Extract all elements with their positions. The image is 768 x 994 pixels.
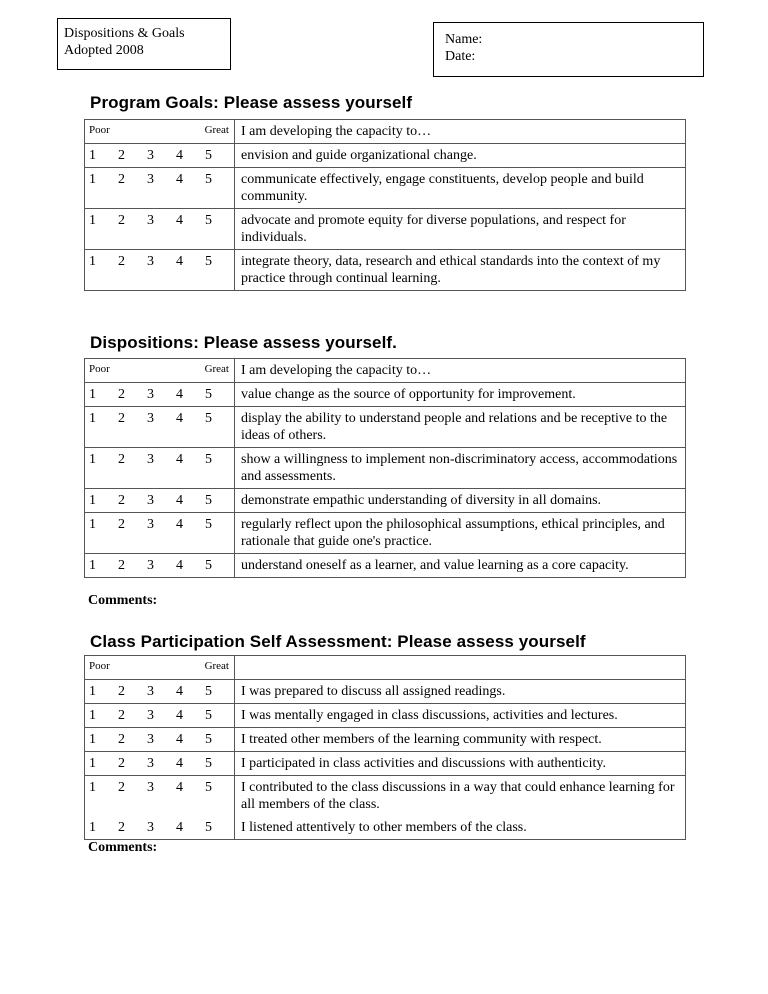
rating-scale: [85, 407, 235, 448]
rating-option-4[interactable]: 4: [176, 387, 183, 402]
rating-option-4[interactable]: 4: [176, 493, 183, 508]
rating-option-5[interactable]: 5: [205, 756, 212, 771]
rating-option-5[interactable]: 5: [205, 517, 212, 532]
rating-option-5[interactable]: 5: [205, 708, 212, 723]
item-text: I participated in class activities and discussions with authenticity.: [235, 752, 686, 776]
section-title-program-goals: Program Goals: Please assess yourself: [90, 93, 413, 112]
rating-option-5[interactable]: 5: [205, 780, 212, 795]
table-row: [85, 489, 686, 513]
rating-option-4[interactable]: 4: [176, 684, 183, 699]
rating-option-1[interactable]: 1: [89, 732, 96, 747]
rating-option-4[interactable]: 4: [176, 517, 183, 532]
rating-option-2[interactable]: 2: [118, 708, 125, 723]
rating-option-3[interactable]: 3: [147, 558, 154, 573]
rating-option-5[interactable]: 5: [205, 493, 212, 508]
rating-option-2[interactable]: 2: [118, 517, 125, 532]
table-row: [85, 448, 686, 489]
rating-option-3[interactable]: 3: [147, 493, 154, 508]
table-row: [85, 554, 686, 578]
adopted-year: Adopted 2008: [64, 43, 144, 58]
rating-option-1[interactable]: 1: [89, 452, 96, 467]
item-text: I was prepared to discuss all assigned readings.: [235, 680, 686, 704]
rating-option-5[interactable]: 5: [205, 148, 212, 163]
rating-option-5[interactable]: 5: [205, 732, 212, 747]
rating-option-5[interactable]: 5: [205, 254, 212, 269]
section-title-class-participation: Class Participation Self Assessment: Please assess yourself: [90, 632, 586, 651]
rating-option-2[interactable]: 2: [118, 558, 125, 573]
rating-option-4[interactable]: 4: [176, 172, 183, 187]
rating-option-3[interactable]: 3: [147, 780, 154, 795]
item-text: integrate theory, data, research and ethical standards into the context of my practice through continual learning.: [235, 250, 686, 291]
table-row: [85, 752, 686, 776]
poor-label: Poor: [89, 660, 110, 672]
rating-scale: [85, 776, 235, 817]
rating-option-3[interactable]: 3: [147, 254, 154, 269]
rating-option-3[interactable]: 3: [147, 684, 154, 699]
capacity-header: I am developing the capacity to…: [235, 120, 686, 144]
rating-option-2[interactable]: 2: [118, 684, 125, 699]
table-row: [85, 513, 686, 554]
rating-option-5[interactable]: 5: [205, 172, 212, 187]
rating-option-1[interactable]: 1: [89, 411, 96, 426]
rating-option-4[interactable]: 4: [176, 820, 183, 835]
rating-option-5[interactable]: 5: [205, 387, 212, 402]
rating-option-1[interactable]: 1: [89, 517, 96, 532]
poor-label: Poor: [89, 124, 110, 136]
rating-option-2[interactable]: 2: [118, 780, 125, 795]
rating-option-3[interactable]: 3: [147, 820, 154, 835]
scale-header: [85, 656, 235, 680]
table-row: [85, 816, 686, 840]
rating-scale: [85, 144, 235, 168]
rating-option-3[interactable]: 3: [147, 708, 154, 723]
rating-option-2[interactable]: 2: [118, 172, 125, 187]
rating-scale: [85, 752, 235, 776]
rating-option-3[interactable]: 3: [147, 732, 154, 747]
rating-option-5[interactable]: 5: [205, 820, 212, 835]
table-header-row: [85, 359, 686, 383]
table-row: [85, 209, 686, 250]
capacity-header: I am developing the capacity to…: [235, 359, 686, 383]
rating-option-3[interactable]: 3: [147, 756, 154, 771]
dispositions-comments-label[interactable]: Comments:: [88, 593, 158, 608]
item-text: value change as the source of opportunity for improvement.: [235, 383, 686, 407]
rating-option-4[interactable]: 4: [176, 708, 183, 723]
rating-option-1[interactable]: 1: [89, 820, 96, 835]
class-participation-comments-label[interactable]: Comments:: [88, 840, 158, 855]
item-text: I treated other members of the learning community with respect.: [235, 728, 686, 752]
rating-option-5[interactable]: 5: [205, 558, 212, 573]
rating-scale: [85, 680, 235, 704]
rating-option-2[interactable]: 2: [118, 254, 125, 269]
rating-option-2[interactable]: 2: [118, 756, 125, 771]
capacity-header: [235, 656, 686, 680]
table-row: [85, 168, 686, 209]
table-row: [85, 704, 686, 728]
rating-option-3[interactable]: 3: [147, 387, 154, 402]
item-text: display the ability to understand people and relations and be receptive to the ideas of others.: [235, 407, 686, 448]
rating-option-1[interactable]: 1: [89, 213, 96, 228]
dispositions-table: [84, 358, 686, 578]
rating-scale: [85, 209, 235, 250]
rating-option-2[interactable]: 2: [118, 452, 125, 467]
rating-option-5[interactable]: 5: [205, 452, 212, 467]
great-label: Great: [204, 124, 229, 136]
item-text: envision and guide organizational change.: [235, 144, 686, 168]
rating-option-3[interactable]: 3: [147, 148, 154, 163]
poor-label: Poor: [89, 363, 110, 375]
rating-option-1[interactable]: 1: [89, 148, 96, 163]
item-text: demonstrate empathic understanding of diversity in all domains.: [235, 489, 686, 513]
rating-option-4[interactable]: 4: [176, 558, 183, 573]
great-label: Great: [204, 660, 229, 672]
rating-option-4[interactable]: 4: [176, 411, 183, 426]
table-row: [85, 407, 686, 448]
rating-scale: [85, 513, 235, 554]
rating-option-1[interactable]: 1: [89, 558, 96, 573]
rating-option-1[interactable]: 1: [89, 756, 96, 771]
rating-scale: [85, 728, 235, 752]
rating-scale: [85, 816, 235, 840]
program-goals-table: [84, 119, 686, 291]
table-header-row: [85, 656, 686, 680]
rating-option-5[interactable]: 5: [205, 684, 212, 699]
rating-option-2[interactable]: 2: [118, 387, 125, 402]
rating-option-2[interactable]: 2: [118, 820, 125, 835]
table-header-row: [85, 120, 686, 144]
item-text: understand oneself as a learner, and value learning as a core capacity.: [235, 554, 686, 578]
rating-option-4[interactable]: 4: [176, 732, 183, 747]
rating-option-2[interactable]: 2: [118, 493, 125, 508]
rating-scale: [85, 554, 235, 578]
table-row: [85, 144, 686, 168]
rating-option-4[interactable]: 4: [176, 148, 183, 163]
date-field[interactable]: Date:: [445, 49, 476, 64]
rating-option-5[interactable]: 5: [205, 411, 212, 426]
rating-scale: [85, 489, 235, 513]
table-row: [85, 383, 686, 407]
rating-option-1[interactable]: 1: [89, 172, 96, 187]
name-date-box: [433, 22, 704, 77]
rating-scale: [85, 250, 235, 291]
rating-option-1[interactable]: 1: [89, 780, 96, 795]
rating-option-1[interactable]: 1: [89, 708, 96, 723]
rating-option-4[interactable]: 4: [176, 213, 183, 228]
rating-option-4[interactable]: 4: [176, 756, 183, 771]
table-row: [85, 728, 686, 752]
great-label: Great: [204, 363, 229, 375]
item-text: communicate effectively, engage constituents, develop people and build community.: [235, 168, 686, 209]
rating-option-1[interactable]: 1: [89, 387, 96, 402]
rating-option-3[interactable]: 3: [147, 172, 154, 187]
item-text: I was mentally engaged in class discussions, activities and lectures.: [235, 704, 686, 728]
scale-header: [85, 359, 235, 383]
rating-option-5[interactable]: 5: [205, 213, 212, 228]
item-text: regularly reflect upon the philosophical assumptions, ethical principles, and rationale that guide one's practice.: [235, 513, 686, 554]
rating-option-3[interactable]: 3: [147, 213, 154, 228]
rating-option-2[interactable]: 2: [118, 148, 125, 163]
rating-option-2[interactable]: 2: [118, 213, 125, 228]
rating-option-1[interactable]: 1: [89, 254, 96, 269]
rating-option-3[interactable]: 3: [147, 411, 154, 426]
scale-header: [85, 120, 235, 144]
document-info-box: [57, 18, 231, 70]
item-text: advocate and promote equity for diverse populations, and respect for individuals.: [235, 209, 686, 250]
section-title-dispositions: Dispositions: Please assess yourself.: [90, 333, 398, 352]
rating-option-1[interactable]: 1: [89, 493, 96, 508]
rating-option-4[interactable]: 4: [176, 254, 183, 269]
rating-option-4[interactable]: 4: [176, 452, 183, 467]
rating-option-2[interactable]: 2: [118, 411, 125, 426]
rating-scale: [85, 704, 235, 728]
rating-option-3[interactable]: 3: [147, 452, 154, 467]
table-row: [85, 776, 686, 817]
table-row: [85, 250, 686, 291]
item-text: I listened attentively to other members of the class.: [235, 816, 686, 840]
item-text: show a willingness to implement non-discriminatory access, accommodations and assessments.: [235, 448, 686, 489]
rating-option-1[interactable]: 1: [89, 684, 96, 699]
rating-scale: [85, 383, 235, 407]
table-row: [85, 680, 686, 704]
rating-option-2[interactable]: 2: [118, 732, 125, 747]
item-text: I contributed to the class discussions in a way that could enhance learning for all members of the class.: [235, 776, 686, 817]
document-title: Dispositions & Goals: [64, 26, 185, 41]
rating-option-4[interactable]: 4: [176, 780, 183, 795]
name-field[interactable]: Name:: [445, 32, 483, 47]
rating-scale: [85, 448, 235, 489]
class-participation-table: [84, 655, 686, 840]
rating-scale: [85, 168, 235, 209]
rating-option-3[interactable]: 3: [147, 517, 154, 532]
